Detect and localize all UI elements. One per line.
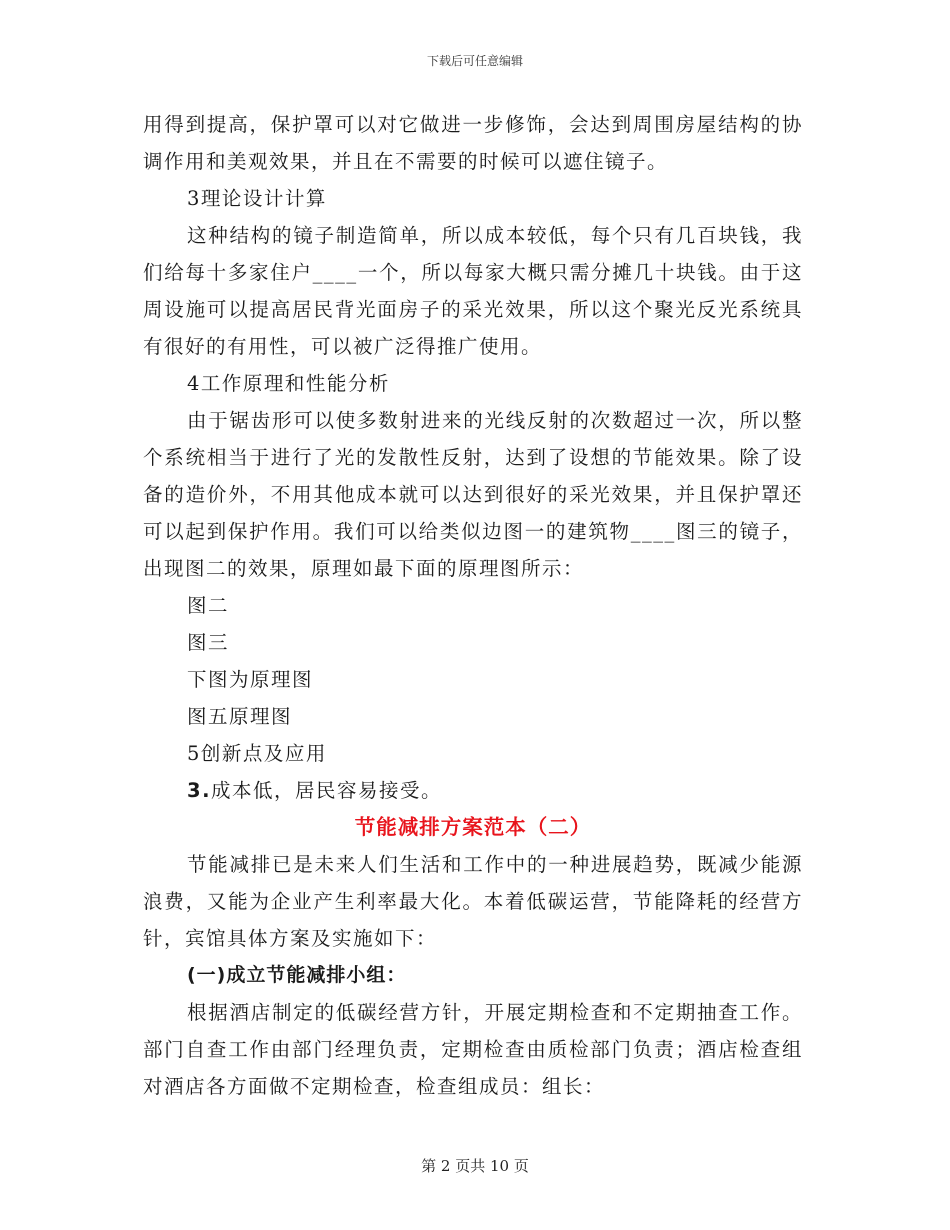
paragraph-cost: 这种结构的镜子制造简单，所以成本较低，每个只有几百块钱，我们给每十多家住户____一个，所以每家大概只需分摊几十块钱。由于这周设施可以提高居民背光面房子的采光效果，所以这个聚光反光系统具有很好的有用性，可以被广泛得推广使用。: [143, 224, 803, 358]
list-item-number: 3.: [187, 779, 211, 802]
paragraph-inspection: 根据酒店制定的低碳经营方针，开展定期检查和不定期抽查工作。部门自查工作由部门经理负责，定期检查由质检部门负责；酒店检查组对酒店各方面做不定期检查，检查组成员：组长：: [143, 1001, 803, 1098]
paragraph-principle: 由于锯齿形可以使多数射进来的光线反射的次数超过一次，所以整个系统相当于进行了光的发散性反射，达到了设想的节能效果。除了设备的造价外，不用其他成本就可以达到很好的采光效果，并且保护罩还可以起到保护作用。我们可以给类似边图一的建筑物____图三的镜子，出现图二的效果，原理如最下面的原理图所示：: [143, 409, 803, 580]
heading-theory-design: 3理论设计计算: [187, 187, 327, 210]
paragraph-intro: 节能减排已是未来人们生活和工作中的一种进展趋势，既减少能源浪费，又能为企业产生利率最大化。本着低碳运营，节能降耗的经营方针，宾馆具体方案及实施如下：: [143, 853, 803, 950]
heading-innovation: 5创新点及应用: [187, 742, 327, 765]
heading-working-principle: 4工作原理和性能分析: [187, 372, 390, 395]
page-header: 下载后可任意编辑: [426, 54, 523, 68]
list-item-3: [143, 772, 803, 809]
section-title: 节能减排方案范本（二）: [354, 815, 592, 839]
figure-label-3: 图三: [187, 631, 230, 654]
figure-label-5: 图五原理图: [187, 705, 293, 728]
paragraph-protective-cover: 用得到提高，保护罩可以对它做进一步修饰，会达到周围房屋结构的协调作用和美观效果，并且在不需要的时候可以遮住镜子。: [143, 113, 803, 173]
page-footer: 第 2 页共 10 页: [421, 1157, 529, 1175]
list-item-text: 成本低，居民容易接受。: [210, 779, 442, 802]
principle-diagram-note: 下图为原理图: [187, 668, 314, 691]
figure-label-2: 图二: [187, 594, 230, 617]
subsection-heading: (一)成立节能减排小组：: [187, 964, 407, 986]
document-body: [143, 106, 803, 1105]
